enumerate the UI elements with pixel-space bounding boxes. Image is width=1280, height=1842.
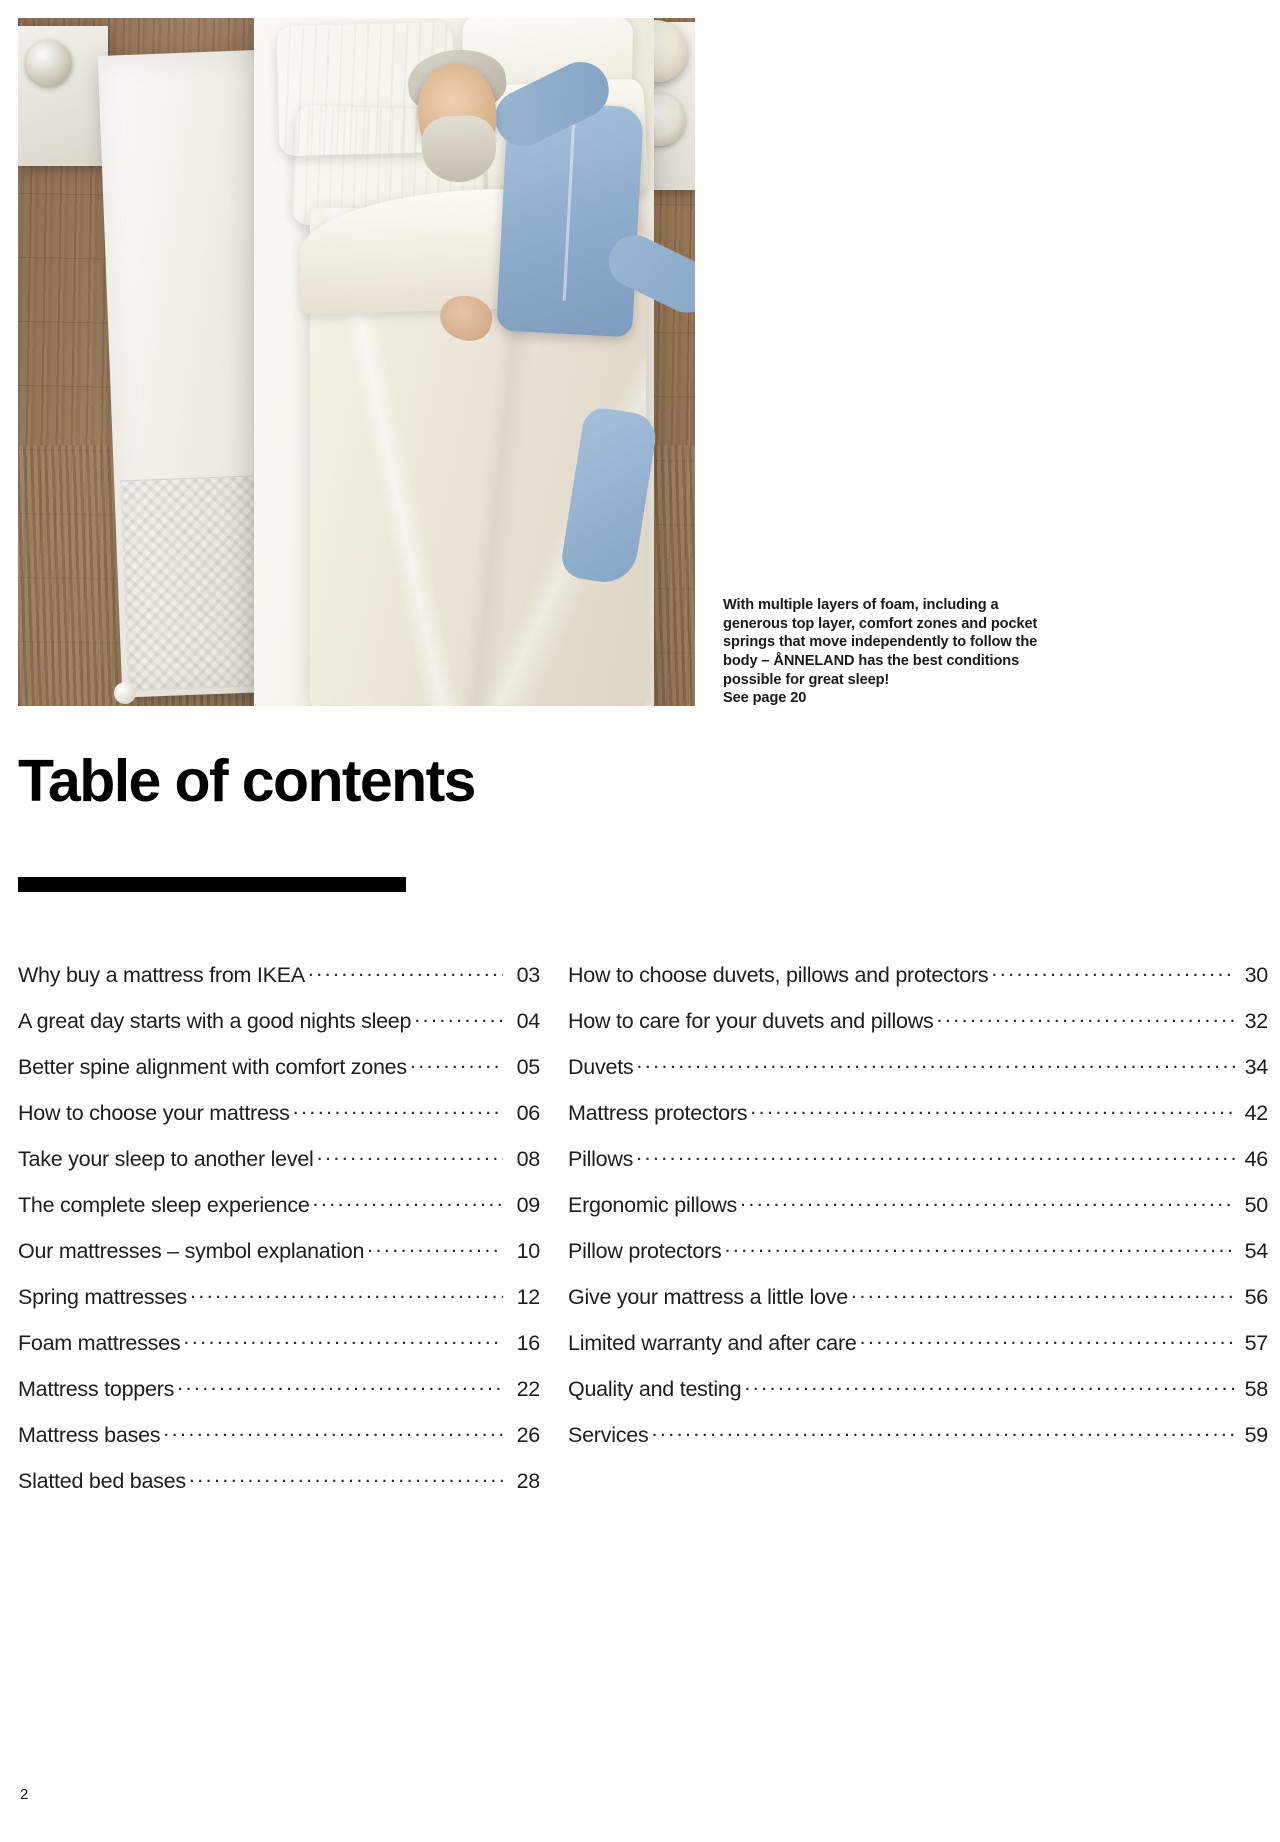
toc-entry-page-number: 08 (516, 1146, 540, 1171)
toc-entry[interactable] (568, 960, 1268, 1006)
toc-entry-page-number: 10 (516, 1238, 540, 1263)
toc-dot-leader (367, 1236, 503, 1258)
toc-entry-label: Pillow protectors (568, 1238, 722, 1263)
toc-entry-page-number: 28 (516, 1468, 540, 1493)
toc-entry-label: Limited warranty and after care (568, 1330, 857, 1355)
caption-page-reference: See page 20 (723, 690, 807, 707)
toc-entry-page-number: 05 (516, 1054, 540, 1079)
toc-entry-page-number: 54 (1244, 1238, 1268, 1263)
toc-entry-label: How to choose your mattress (18, 1100, 290, 1125)
toc-entry-label: Quality and testing (568, 1376, 742, 1401)
toc-entry-label: Mattress protectors (568, 1100, 748, 1125)
toc-entry-page-number: 46 (1244, 1146, 1268, 1171)
toc-dot-leader (936, 1006, 1235, 1028)
toc-entry[interactable] (18, 1052, 540, 1098)
toc-dot-leader (293, 1098, 503, 1120)
toc-entry-label: Duvets (568, 1054, 634, 1079)
toc-entry-label: Why buy a mattress from IKEA (18, 962, 305, 987)
toc-dot-leader (636, 1144, 1235, 1166)
toc-entry-label: Better spine alignment with comfort zones (18, 1054, 407, 1079)
toc-dot-leader (190, 1282, 503, 1304)
toc-entry[interactable] (18, 1190, 540, 1236)
toc-dot-leader (313, 1190, 503, 1212)
toc-dot-leader (410, 1052, 503, 1074)
toc-entry[interactable] (18, 1098, 540, 1144)
toc-dot-leader (651, 1420, 1235, 1442)
toc-entry[interactable] (18, 1144, 540, 1190)
toc-entry[interactable] (568, 1190, 1268, 1236)
toc-entry[interactable] (568, 1374, 1268, 1420)
toc-entry-page-number: 42 (1244, 1100, 1268, 1125)
toc-dot-leader (177, 1374, 503, 1396)
toc-entry-label: Foam mattresses (18, 1330, 181, 1355)
page-title: Table of contents (18, 748, 475, 814)
toc-entry[interactable] (568, 1144, 1268, 1190)
toc-entry-label: A great day starts with a good nights sleep (18, 1008, 412, 1033)
caption-line: springs that move independently to follow the (723, 634, 1038, 651)
toc-dot-leader (724, 1236, 1235, 1258)
caption-line: body – ÅNNELAND has the best conditions (723, 653, 1020, 670)
toc-entry-label: Pillows (568, 1146, 634, 1171)
toc-entry-page-number: 30 (1244, 962, 1268, 987)
toc-entry-label: Take your sleep to another level (18, 1146, 314, 1171)
toc-entry-page-number: 12 (516, 1284, 540, 1309)
toc-column-left (18, 960, 540, 1512)
toc-entry-page-number: 04 (516, 1008, 540, 1033)
toc-entry-page-number: 56 (1244, 1284, 1268, 1309)
toc-entry-label: Give your mattress a little love (568, 1284, 848, 1309)
toc-entry[interactable] (568, 1328, 1268, 1374)
toc-dot-leader (308, 960, 503, 982)
toc-entry-label: Mattress bases (18, 1422, 161, 1447)
table-of-contents (18, 960, 1268, 1512)
toc-entry[interactable] (568, 1006, 1268, 1052)
toc-entry[interactable] (568, 1236, 1268, 1282)
toc-dot-leader (851, 1282, 1235, 1304)
toc-entry-page-number: 09 (516, 1192, 540, 1217)
toc-dot-leader (750, 1098, 1235, 1120)
caption-line: possible for great sleep! (723, 671, 890, 688)
toc-dot-leader (636, 1052, 1235, 1074)
toc-entry[interactable] (568, 1052, 1268, 1098)
toc-entry[interactable] (568, 1098, 1268, 1144)
toc-entry-page-number: 03 (516, 962, 540, 987)
toc-entry[interactable] (18, 1282, 540, 1328)
toc-entry[interactable] (18, 1374, 540, 1420)
toc-entry[interactable] (568, 1282, 1268, 1328)
title-underline-rule (18, 877, 406, 892)
toc-entry[interactable] (18, 1328, 540, 1374)
toc-entry-page-number: 58 (1244, 1376, 1268, 1401)
bed (254, 18, 654, 706)
toc-entry-page-number: 26 (516, 1422, 540, 1447)
toc-entry-label: The complete sleep experience (18, 1192, 310, 1217)
toc-entry-page-number: 59 (1244, 1422, 1268, 1447)
toc-entry-page-number: 57 (1244, 1330, 1268, 1355)
caption-line: generous top layer, comfort zones and pocket (723, 615, 1038, 632)
toc-entry-page-number: 16 (516, 1330, 540, 1355)
toc-dot-leader (189, 1466, 503, 1488)
photo-caption (723, 596, 1075, 708)
toc-dot-leader (744, 1374, 1235, 1396)
toc-entry[interactable] (18, 1236, 540, 1282)
toc-dot-leader (317, 1144, 503, 1166)
toc-entry-page-number: 50 (1244, 1192, 1268, 1217)
toc-dot-leader (414, 1006, 503, 1028)
toc-dot-leader (860, 1328, 1235, 1350)
mattress-leg (114, 682, 136, 704)
toc-entry-label: Slatted bed bases (18, 1468, 186, 1493)
toc-entry-page-number: 06 (516, 1100, 540, 1125)
toc-entry-label: Mattress toppers (18, 1376, 175, 1401)
toc-entry[interactable] (18, 1420, 540, 1466)
toc-dot-leader (183, 1328, 503, 1350)
toc-entry[interactable] (568, 1420, 1268, 1466)
toc-entry-label: Ergonomic pillows (568, 1192, 738, 1217)
nightstand-left (18, 26, 108, 166)
toc-entry[interactable] (18, 1006, 540, 1052)
toc-entry-label: Our mattresses – symbol explanation (18, 1238, 365, 1263)
bedroom-overhead-photo (18, 18, 695, 706)
toc-column-right (568, 960, 1268, 1512)
caption-line: With multiple layers of foam, including a (723, 597, 999, 613)
toc-entry-label: Spring mattresses (18, 1284, 188, 1309)
toc-entry-label: How to choose duvets, pillows and protectors (568, 962, 989, 987)
toc-dot-leader (163, 1420, 503, 1442)
toc-entry-label: Services (568, 1422, 649, 1447)
toc-entry-page-number: 22 (516, 1376, 540, 1401)
toc-entry[interactable] (18, 960, 540, 1006)
toc-entry-page-number: 34 (1244, 1054, 1268, 1079)
toc-entry[interactable] (18, 1466, 540, 1512)
toc-entry-page-number: 32 (1244, 1008, 1268, 1033)
folio-page-number: 2 (20, 1786, 29, 1803)
toc-entry-label: How to care for your duvets and pillows (568, 1008, 934, 1033)
toc-dot-leader (991, 960, 1235, 982)
toc-dot-leader (740, 1190, 1235, 1212)
